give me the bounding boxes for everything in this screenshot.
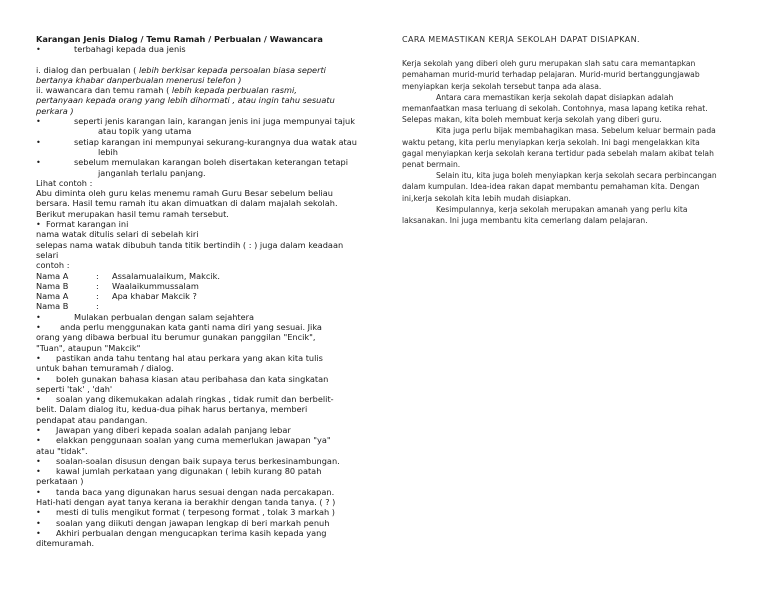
- paragraph-conclusion: Kesimpulannya, kerja sekolah merupakan amanah yang perlu kita laksanakan. Ini juga membantu kita cemerlang dalam pelajaran.: [402, 204, 688, 226]
- dialog-line: Nama B : Waalaikummussalam: [36, 280, 199, 291]
- rule-item: • soalan yang diikuti dengan jawapan lengkap di beri markah penuh: [36, 517, 330, 528]
- rule-item: • anda perlu menggunakan kata ganti nama diri yang sesuai. Jika: [36, 322, 322, 333]
- dialog-line: Nama A : Apa khabar Makcik ?: [36, 291, 197, 302]
- bullet-text: terbahagi kepada dua jenis: [74, 44, 186, 55]
- rule-item: • pastikan anda tahu tentang hal atau perkara yang akan kita tulis: [36, 352, 323, 363]
- rule-item: • Mulakan perbualan dengan salam sejahtera: [36, 311, 255, 322]
- bullet-icon: •: [36, 466, 41, 477]
- type-two: ii. wawancara dan temu ramah ( lebih kepada perbualan rasmi,: [36, 85, 297, 96]
- bullet-icon: •: [36, 424, 41, 435]
- rule-item: • boleh gunakan bahasa kiasan atau peribahasa dan kata singkatan: [36, 373, 329, 384]
- rule-item: • Akhiri perbualan dengan mengucapkan terima kasih kepada yang: [36, 527, 327, 538]
- bullet-icon: •: [36, 517, 41, 528]
- bullet-icon: •: [36, 486, 41, 497]
- bullet-icon: •: [36, 44, 41, 55]
- paragraph-point-two: Kita juga perlu bijak membahagikan masa. Sebelum keluar bermain pada waktu petang, kita perlu menyiapkan kerja sekolah. Ini bagi mengelakkan kita gagal menyiapkan kerja sekolah kerana tertidur pada sebelah malam akibat telah penat bermain.: [402, 126, 716, 170]
- dialog-essay-title: Karangan Jenis Dialog / Temu Ramah / Perbualan / Wawancara: [36, 34, 323, 44]
- contoh-label: contoh :: [36, 260, 70, 271]
- bullet-icon: •: [36, 136, 41, 147]
- bullet-item: • sebelum memulakan karangan boleh disertakan keterangan tetapi janganlah terlalu panjang.: [36, 157, 348, 178]
- rule-item: • elakkan penggunaan soalan yang cuma memerlukan jawapan "ya": [36, 435, 331, 446]
- bullet-icon: •: [36, 116, 41, 127]
- bullet-item: • setiap karangan ini mempunyai sekurang-kurangnya dua watak atau lebih: [36, 136, 357, 157]
- left-column: Karangan Jenis Dialog / Temu Ramah / Perbualan / Wawancara • terbahagi kepada dua jenis i. dialog dan perbualan ( lebih berkisar kepada persoalan biasa seperti bertanya khabar danperbualan menerusi telefon ) ii. wawancara dan temu ramah ( lebih kepada perbualan rasmi, pertanyaan kepada orang yang lebih dihormati , atau ingin tahu sesuatu perkara ) • seperti jenis karangan lain, karangan jenis ini juga mempunyai tajuk atau topik yang utama • setiap karangan ini mempunyai sekurang-kurangnya dua watak atau lebih • sebelum memulakan karangan boleh disertakan keterangan tetapi janganlah terlalu panjang. Lihat contoh : Abu diminta oleh guru kelas menemu ramah Guru Besar sebelum beliau bersara. Hasil temu ramah itu akan dimuatkan di dalam majalah sekolah. Berikut merupakan hasil temu ramah tersebut. • Format karangan ini nama watak ditulis selari di sebelah kiri selepas nama watak dibubuh tanda titik bertindih ( : ) juga dalam keadaan selari contoh : Nama A : Assalamualaikum, Makcik. Nama B : Waalaikummussalam Nama A : Apa khabar Makcik ? Nama B : • Mulakan perbualan dengan salam sejahtera • anda perlu menggunakan kata ganti nama diri yang sesuai. Jika orang yang dibawa berbual itu berumur gunakan panggilan "Encik", "Tuan", ataupun "Makcik" • pastikan anda tahu tentang hal atau perkara yang akan kita tulis untuk bahan temuramah / dialog. • boleh gunakan bahasa kiasan atau peribahasa dan kata singkatan seperti 'tak' , 'dah' • soalan yang dikemukakan adalah ringkas , tidak rumit dan berbelit- belit. Dalam dialog itu, kedua-dua pihak harus bertanya, memberi pendapat atau pandangan. • Jawapan yang diberi kepada soalan adalah panjang lebar • elakkan penggunaan soalan yang cuma memerlukan jawapan "ya" atau "tidak". • soalan-soalan disusun dengan baik supaya terus berkesinambungan. • kawal jumlah perkataan yang digunakan ( lebih kurang 80 patah perkataan ) • tanda baca yang digunakan harus sesuai dengan nada percakapan. Hati-hati dengan ayat tanya kerana ia berakhir dengan tanda tanya. ( ? ) • mesti di tulis mengikut format ( terpesong format , tolak 3 markah ) • soalan yang diikuti dengan jawapan lengkap di beri markah penuh • Akhiri perbualan dengan mengucapkan terima kasih kepada yang ditemuramah.: [36, 34, 366, 549]
- rule-item: • soalan-soalan disusun dengan baik supaya terus berkesinambungan.: [36, 455, 340, 466]
- bullet-icon: •: [36, 527, 41, 538]
- bullet-icon: •: [36, 322, 41, 333]
- bullet-icon: •: [36, 435, 41, 446]
- type-one: i. dialog dan perbualan ( lebih berkisar kepada persoalan biasa seperti: [36, 64, 326, 75]
- paragraph-intro: Kerja sekolah yang diberi oleh guru merupakan slah satu cara memantapkan pemahaman murid-murid terhadap pelajaran. Murid-murid bertanggungjawab menyiapkan kerja sekolah tersebut tanpa ada alasa.: [402, 59, 700, 91]
- bullet-icon: •: [36, 373, 41, 384]
- bullet-icon: •: [36, 455, 41, 466]
- rule-item: • Jawapan yang diberi kepada soalan adalah panjang lebar: [36, 424, 291, 435]
- dialog-line: Nama B :: [36, 301, 99, 312]
- dialog-line: Nama A : Assalamualaikum, Makcik.: [36, 270, 220, 281]
- bullet-icon: •: [36, 352, 41, 363]
- rule-item: • kawal jumlah perkataan yang digunakan ( lebih kurang 80 patah: [36, 466, 322, 477]
- type-one-cont: bertanya khabar danperbualan menerusi telefon ): [36, 74, 242, 85]
- bullet-item: • seperti jenis karangan lain, karangan jenis ini juga mempunyai tajuk atau topik yang utama: [36, 116, 355, 137]
- bullet-item: • Format karangan ini: [36, 219, 129, 230]
- type-two-end: perkara ): [36, 105, 74, 116]
- example-label: Lihat contoh :: [36, 177, 93, 188]
- paragraph-point-three: Selain itu, kita juga boleh menyiapkan kerja sekolah secara perbincangan dalam kumpulan. Idea-idea rakan dapat membantu pemahaman kita. Dengan ini,kerja sekolah kita lebih mudah disiapkan.: [402, 171, 717, 203]
- example-text: Abu diminta oleh guru kelas menemu ramah Guru Besar sebelum beliau: [36, 188, 333, 199]
- bullet-icon: •: [36, 219, 41, 230]
- bullet-icon: •: [36, 394, 41, 405]
- bullet-item: [36, 44, 366, 54]
- rule-item: • tanda baca yang digunakan harus sesuai dengan nada percakapan.: [36, 486, 335, 497]
- type-two-cont: pertanyaan kepada orang yang lebih dihormati , atau ingin tahu sesuatu: [36, 95, 335, 106]
- right-column: [402, 34, 740, 226]
- paragraph-point-one: Antara cara memastikan kerja sekolah dapat disiapkan adalah memanfaatkan masa terluang di sekolah. Contohnya, masa lapang ketika rehat. Selepas makan, kita boleh membuat kerja sekolah yang diberi guru.: [402, 92, 708, 125]
- rule-item: • mesti di tulis mengikut format ( terpesong format , tolak 3 markah ): [36, 507, 336, 518]
- rule-item: • soalan yang dikemukakan adalah ringkas , tidak rumit dan berbelit-: [36, 394, 334, 405]
- school-work-title: CARA MEMASTIKAN KERJA SEKOLAH DAPAT DISIAPKAN.: [402, 35, 640, 44]
- bullet-icon: •: [36, 311, 41, 322]
- bullet-icon: •: [36, 507, 41, 518]
- bullet-icon: •: [36, 157, 41, 168]
